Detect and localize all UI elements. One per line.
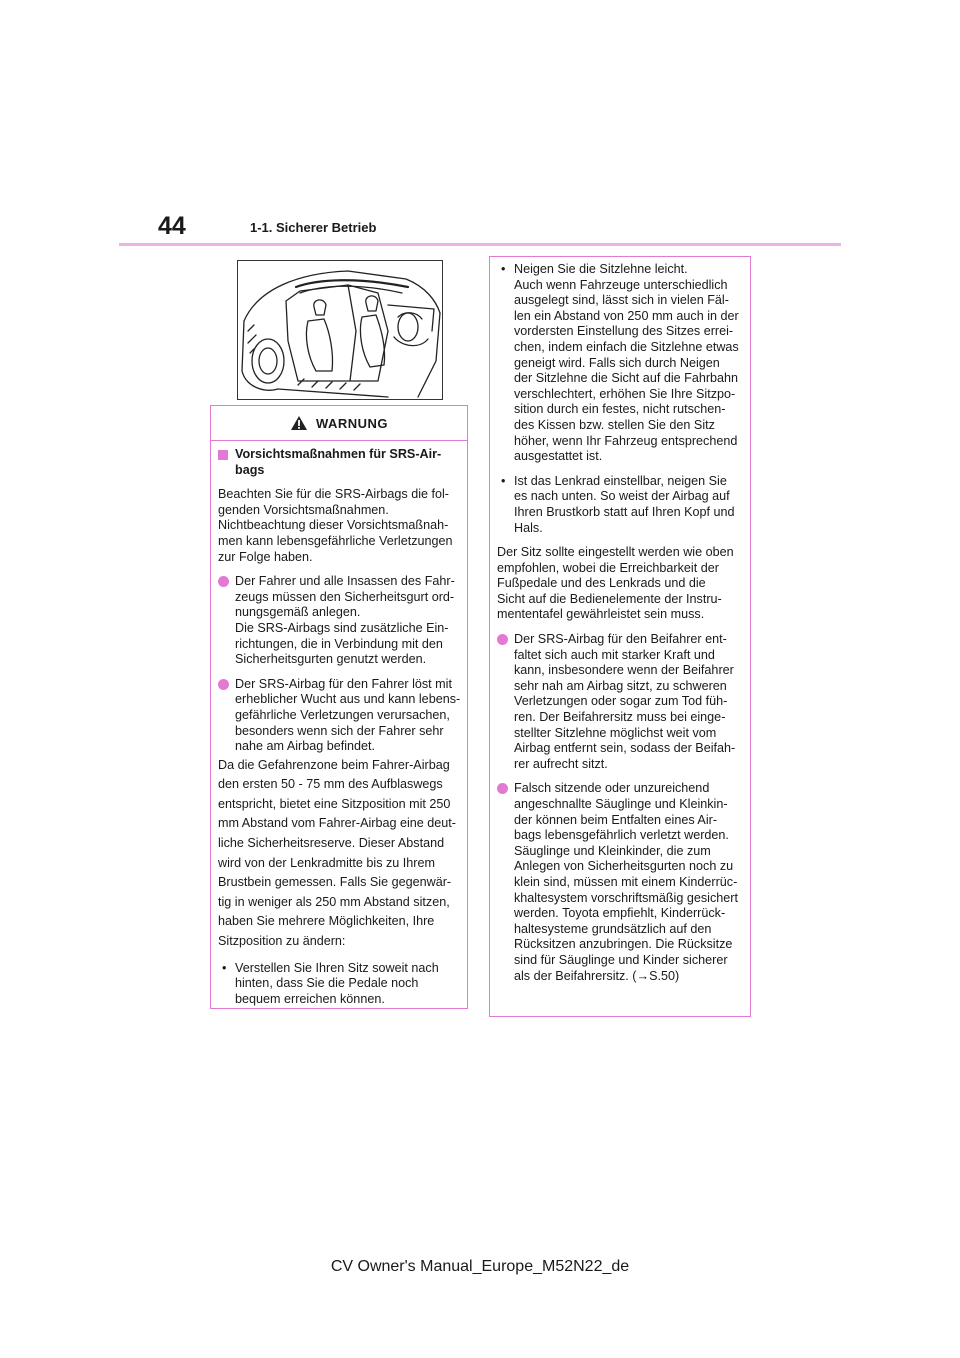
warning-item-children: [497, 781, 742, 984]
circle-bullet-icon: [497, 634, 508, 645]
car-interior-airbag-drawing: [238, 261, 442, 399]
dot-item-seat-back: [218, 961, 461, 1008]
continuation-box: [489, 256, 751, 1017]
warning-item-passenger-airbag-text: Der SRS-Airbag für den Beifahrer ent- faltet sich auch mit starker Kraft und kann, insbesondere wenn der Beifahrer sehr nah am Airbag sitzt, zu schweren Verletzungen oder sogar zum Tod füh- ren. Der Beifahrersitz muss bei einge- stellter Sitzlehne möglichst weit vom Airbag entfernt sein, sodass der Beifah- rer aufrecht sitzt.: [514, 632, 736, 771]
dot-item-recline-text: Neigen Sie die Sitzlehne leicht. Auch wenn Fahrzeuge unterschiedlich ausgelegt sind, lässt sich in vielen Fäl- len ein Abstand von 250 mm auch in der vordersten Einstellung des Sitzes errei- chen, indem einfach die Sitzlehne etwas geneigt wird. Falls sich durch Neigen der Sitzlehne die Sicht auf die Fahrbahn verschlechtert, erhöhen Sie Ihre Sitzpo- sition durch ein festes, nicht rutschen- des Kissen bzw. stellen Sie den Sitz höher, wenn Ihr Fahrzeug entsprechend ausgestattet ist.: [514, 262, 739, 464]
circle-bullet-icon: [497, 783, 508, 794]
dot-item-recline: [497, 262, 742, 465]
dot-bullet-icon: •: [222, 960, 227, 975]
warning-box: [210, 405, 468, 1009]
dot-bullet-icon: •: [501, 262, 506, 276]
warning-intro: Beachten Sie für die SRS-Airbags die fol- genden Vorsichtsmaßnahmen. Nichtbeachtung dieser Vorsichtsmaßnah- men kann lebensgefährliche Verletzungen zur Folge haben.: [218, 487, 453, 564]
warning-body: [211, 441, 467, 1007]
circle-bullet-icon: [218, 576, 229, 587]
airbag-illustration: [237, 260, 443, 400]
circle-bullet-icon: [218, 679, 229, 690]
dot-item-steering: [497, 474, 742, 536]
precaution-heading-text: Vorsichtsmaßnahmen für SRS-Air- bags: [235, 447, 442, 477]
warning-triangle-icon: [290, 415, 308, 431]
warning-item-driver-airbag: [218, 677, 461, 755]
seat-adjust-paragraph: Der Sitz sollte eingestellt werden wie oben empfohlen, wobei die Erreichbarkeit der Fußpedale und des Lenkrads und die Sicht auf die Bedienelemente der Instru- mententafel gewährleistet sein muss.: [497, 545, 734, 622]
warning-item-seatbelt-text: Der Fahrer und alle Insassen des Fahr- zeugs müssen den Sicherheitsgurt ord- nungsgemäß anlegen. Die SRS-Airbags sind zusätzliche Ein- richtungen, die in Verbindung mit den Sicherheitsgurten genutzt werden.: [235, 574, 455, 667]
footer-manual-id: CV Owner's Manual_Europe_M52N22_de: [330, 1258, 630, 1275]
warning-header: [211, 406, 467, 441]
square-bullet-icon: [218, 450, 228, 460]
warning-item-passenger-airbag: [497, 632, 742, 772]
warning-item-driver-airbag-text: Der SRS-Airbag für den Fahrer löst mit erheblicher Wucht aus und kann lebens- gefährliche Verletzungen verursachen, besonders wenn sich der Fahrer sehr nahe am Airbag befindet.: [235, 676, 461, 754]
header-divider: [119, 243, 841, 246]
distance-paragraph: Da die Gefahrenzone beim Fahrer-Airbag den ersten 50 - 75 mm des Aufblaswegs entspricht, bietet eine Sitzposition mit 250 mm Abstand vom Fahrer-Airbag eine deut- liche Sicherheitsreserve. Dieser Abstand wird von der Lenkradmitte bis zu Ihrem Brustbein gemessen. Falls Sie gegenwär- tig in weniger als 250 mm Abstand sitzen, haben Sie mehrere Möglichkeiten, Ihre Sitzposition zu ändern:: [218, 757, 456, 949]
warning-item-children-text: Falsch sitzende oder unzureichend angeschnallte Säuglinge und Kleinkin- der können beim Entfalten eines Air- bags lebensgefährlich verletzt werden. Säuglinge und Kleinkinder, die zum Anlegen von Sicherheitsgurten noch zu klein sind, müssen mit einem Kinderrüc- khaltesystem vorschriftsmäßig gesichert werden. Toyota empfiehlt, Kinderrück- haltesysteme grundsätzlich auf den Rücksitzen anzubringen. Die Rücksitze sind für Säuglinge und Kinder sicherer als der Beifahrersitz. (→S.50): [514, 781, 738, 983]
warning-item-seatbelt: [218, 574, 461, 668]
section-title: 1-1. Sicherer Betrieb: [250, 220, 377, 235]
page-number: 44: [158, 212, 186, 240]
warning-title: WARNUNG: [315, 415, 389, 431]
dot-item-steering-text: Ist das Lenkrad einstellbar, neigen Sie es nach unten. So weist der Airbag auf Ihren Brustkorb statt auf Ihren Kopf und Hals.: [514, 473, 735, 535]
dot-bullet-icon: •: [501, 473, 506, 488]
continuation-body: [490, 257, 750, 984]
precaution-heading: [218, 447, 461, 478]
dot-item-seat-back-text: Verstellen Sie Ihren Sitz soweit nach hinten, dass Sie die Pedale noch bequem erreichen können.: [235, 960, 439, 1006]
